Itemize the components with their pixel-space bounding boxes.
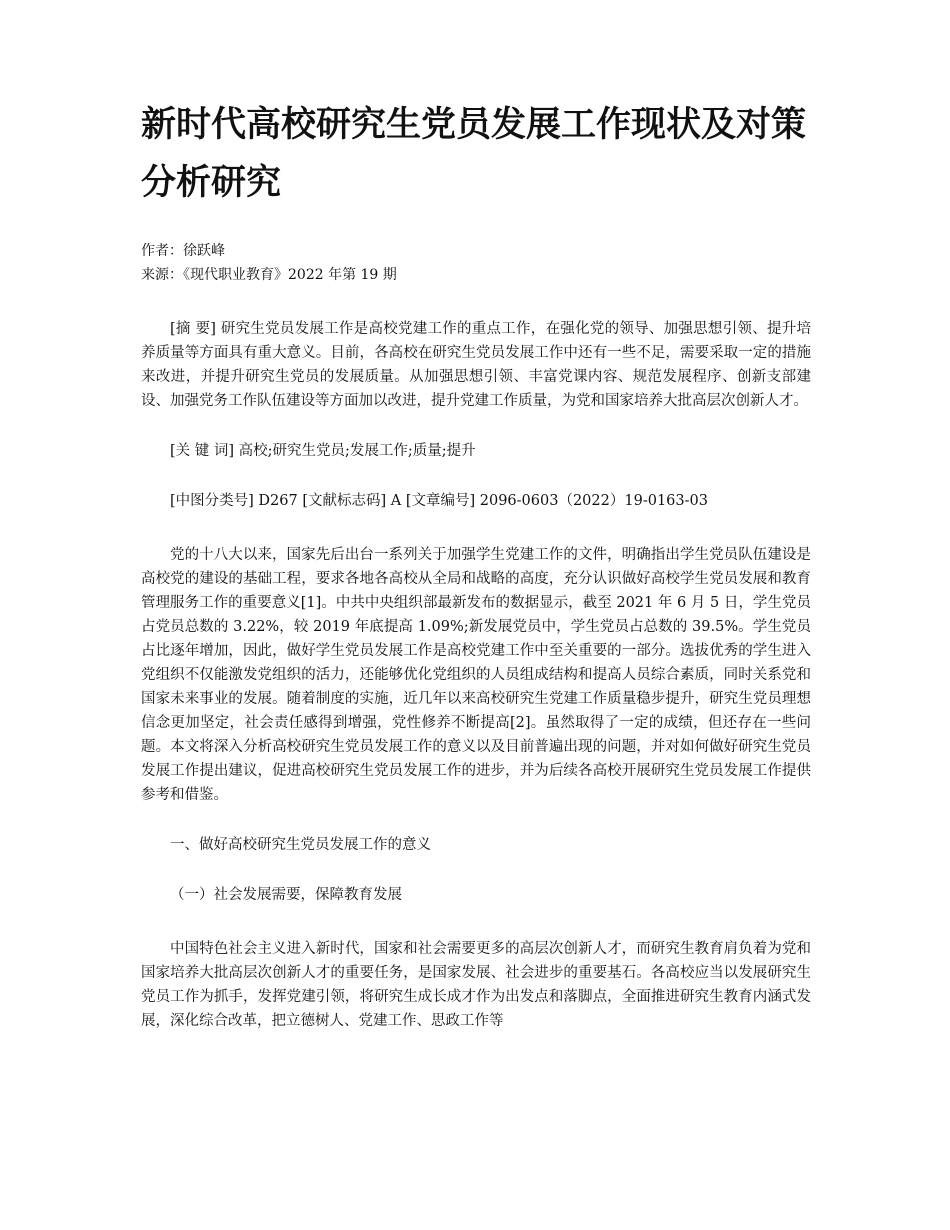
intro-paragraph: 党的十八大以来，国家先后出台一系列关于加强学生党建工作的文件，明确指出学生党员队伍建设是高校党的建设的基础工程，要求各地各高校从全局和战略的高度，充分认识做好高校学生党员发展和教育管理服务工作的重要意义[1]。中共中央组织部最新发布的数据显示，截至 2021 年 6 月 5 日，学生党员占党员总数的 3.22%，较 2019 年底提高 1.09%;新发展党员中，学生党员占总数的 39.5%。学生党员占比逐年增加，因此，做好学生党员发展工作是高校党建工作中至关重要的一部分。选拔优秀的学生进入党组织不仅能激发党组织的活力，还能够优化党组织的人员组成结构和提高人员综合素质，同时关系党和国家未来事业的发展。随着制度的实施，近几年以来高校研究生党建工作质量稳步提升，研究生党员理想信念更加坚定，社会责任感得到增强，党性修养不断提高[2]。虽然取得了一定的成绩，但还存在一些问题。本文将深入分析高校研究生党员发展工作的意义以及目前普遍出现的问题，并对如何做好研究生党员发展工作提出建议，促进高校研究生党员发展工作的进步，并为后续各高校开展研究生党员发展工作提供参考和借鉴。 (141, 547, 811, 803)
keywords-line: [关 键 词] 高校;研究生党员;发展工作;质量;提升 (170, 443, 476, 459)
article-meta (141, 239, 811, 287)
article-page (141, 96, 811, 1033)
subsection-paragraph-1-1: 中国特色社会主义进入新时代，国家和社会需要更多的高层次创新人才，而研究生教育肩负着为党和国家培养大批高层次创新人才的重要任务，是国家发展、社会进步的重要基石。各高校应当以发展研究生党员工作为抓手，发挥党建引领，将研究生成长成才作为出发点和落脚点，全面推进研究生教育内涵式发展，深化综合改革，把立德树人、党建工作、思政工作等 (141, 941, 811, 1029)
classification-line: [中图分类号] D267 [文献标志码] A [文章编号] 2096-0603（2022）19-0163-03 (170, 493, 708, 509)
section-heading-1: 一、做好高校研究生党员发展工作的意义 (170, 837, 431, 853)
article-title: 新时代高校研究生党员发展工作现状及对策分析研究 (141, 105, 807, 203)
abstract-paragraph: [摘 要] 研究生党员发展工作是高校党建工作的重点工作，在强化党的领导、加强思想引领、提升培养质量等方面具有重大意义。目前，各高校在研究生党员发展工作中还有一些不足，需要采取一定的措施来改进，并提升研究生党员的发展质量。从加强思想引领、丰富党课内容、规范发展程序、创新支部建设、加强党务工作队伍建设等方面加以改进，提升党建工作质量，为党和国家培养大批高层次创新人才。 (141, 321, 811, 409)
author-line: 作者：徐跃峰 (141, 243, 225, 259)
subsection-heading-1-1: （一）社会发展需要，保障教育发展 (170, 887, 402, 903)
source-line: 来源：《现代职业教育》2022 年第 19 期 (141, 267, 397, 283)
